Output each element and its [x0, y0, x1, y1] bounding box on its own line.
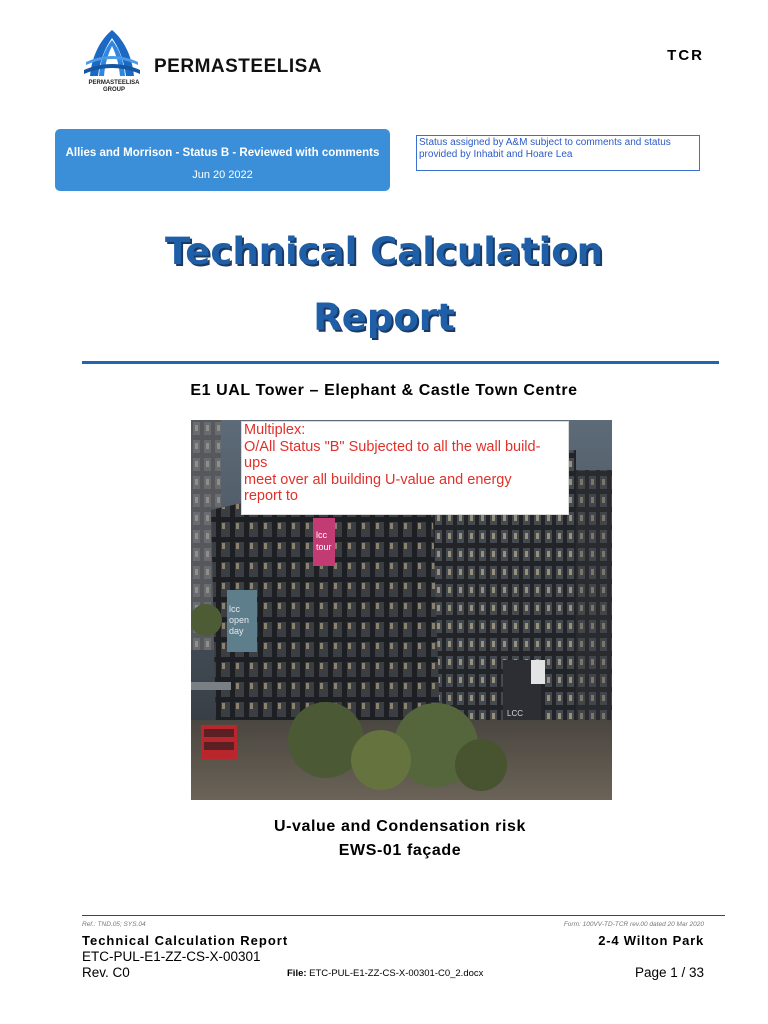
comment-line: report to	[244, 488, 298, 504]
sign-lcc-shows: LCC	[507, 709, 524, 718]
report-title-line2: Report	[313, 296, 455, 339]
report-title-line1: Technical Calculation	[164, 230, 604, 273]
svg-text:day: day	[229, 626, 244, 636]
comment-line: Multiplex:	[244, 422, 306, 438]
svg-text:open: open	[229, 615, 250, 625]
status-stamp-title: Allies and Morrison - Status B - Reviewed with comments	[65, 147, 380, 159]
sign-lcc-open-day: lcc	[229, 604, 240, 614]
review-comment[interactable]	[241, 421, 569, 515]
comment-line: meet over all building U-value and energy	[244, 471, 512, 488]
footer-title: Technical Calculation Report	[82, 933, 289, 948]
footer-divider	[82, 915, 725, 916]
footer-file	[287, 968, 483, 979]
footer-page-number: Page 1 / 33	[634, 965, 704, 980]
project-name: E1 UAL Tower – Elephant & Castle Town Centre	[190, 382, 578, 399]
sign-lcc-tour: lcc	[316, 530, 327, 540]
report-subject-line2: EWS-01 façade	[338, 842, 462, 859]
comment-line: O/All Status "B" Subjected to all the wall build-	[244, 438, 541, 455]
footer-site: 2-4 Wilton Park	[598, 933, 704, 948]
logo-wordmark: PERMASTEELISA	[154, 56, 323, 77]
status-note[interactable]: Status assigned by A&M subject to comments and status provided by Inhabit and Hoare Lea	[416, 135, 700, 171]
report-subject-line1: U-value and Condensation risk	[273, 818, 527, 835]
footer-file-label: File:	[287, 968, 307, 979]
logo-subtitle: PERMASTEELISA GROUP	[88, 80, 140, 93]
footer-form: Form: 100VV-TD-TCR rev.00 dated 20 Mar 2020	[563, 921, 704, 928]
footer-reference: Ref.: TND.05; SYS.04	[82, 921, 146, 928]
footer-document-number: ETC-PUL-E1-ZZ-CS-X-00301	[82, 949, 261, 964]
comment-line: ups	[244, 455, 268, 471]
sign-lcc-tour-2: tour	[316, 542, 332, 552]
status-stamp-date: Jun 20 2022	[192, 169, 253, 181]
title-divider	[82, 361, 719, 364]
footer-file-name: ETC-PUL-E1-ZZ-CS-X-00301-C0_2.docx	[309, 968, 484, 979]
footer-revision: Rev. C0	[82, 965, 130, 980]
document-type: TCR	[667, 47, 704, 64]
permasteelisa-logo	[82, 26, 352, 96]
status-stamp[interactable]	[55, 129, 390, 191]
